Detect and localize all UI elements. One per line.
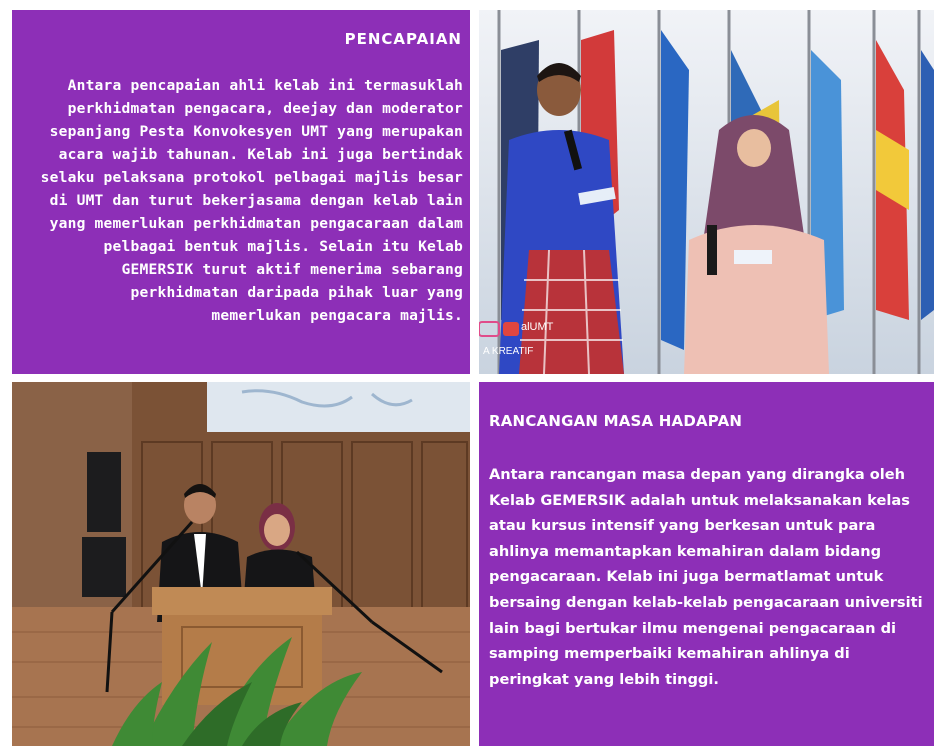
rancangan-body: Antara rancangan masa depan yang dirangka oleh Kelab GEMERSIK adalah untuk melaksanakan kelas atau kursus intensif yang berkesan untuk para ahlinya memantapkan kemahiran dalam bidang pengacaraan. Kelab ini juga bermatlamat untuk bersaing dengan kelab-kelab pengacaraan universiti lain bagi bertukar ilmu mengenai pengacaraan di samping memperbaiki kemahiran ahlinya di peringkat yang lebih tinggi. [489, 466, 923, 688]
rancangan-panel [479, 382, 934, 746]
photo-watermark-handle: alUMT [521, 321, 554, 333]
rancangan-heading: RANCANGAN MASA HADAPAN [489, 412, 743, 430]
convocation-emcees-photo [479, 10, 934, 374]
podium-photo-illustration [12, 382, 470, 746]
photo-watermark-credit: A KREATIF [483, 346, 534, 357]
youtube-icon [503, 322, 519, 336]
convocation-photo-illustration [479, 10, 934, 374]
pencapaian-heading: PENCAPAIAN [344, 30, 462, 48]
pencapaian-panel [12, 10, 470, 374]
podium-emcees-photo [12, 382, 470, 746]
pencapaian-body: Antara pencapaian ahli kelab ini termasuklah perkhidmatan pengacara, deejay dan moderator sepanjang Pesta Konvokesyen UMT yang merupakan acara wajib tahunan. Kelab ini juga bertindak selaku pelaksana protokol pelbagai majlis besar di UMT dan turut bekerjasama dengan kelab lain yang memerlukan perkhidmatan pengacaraan dalam pelbagai bentuk majlis. Selain itu Kelab GEMERSIK turut aktif menerima sebarang perkhidmatan daripada pihak luar yang memerlukan pengacara majlis. [40, 77, 463, 324]
